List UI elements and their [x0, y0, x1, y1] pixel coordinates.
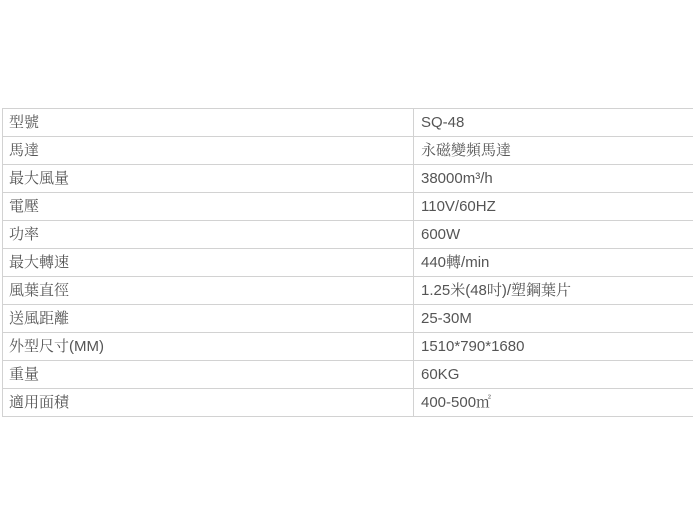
spec-value-power: 600W	[421, 226, 461, 243]
spec-value-model: SQ-48	[421, 114, 465, 131]
table-row	[3, 193, 693, 221]
spec-label-voltage: 電壓	[3, 193, 414, 220]
spec-label-dimensions: 外型尺寸(MM)	[3, 333, 414, 360]
spec-value-air-distance: 25-30M	[421, 310, 472, 327]
spec-value-voltage: 110V/60HZ	[421, 198, 496, 215]
table-row	[3, 277, 693, 305]
spec-value-dimensions: 1510*790*1680	[421, 338, 525, 355]
table-row	[3, 137, 693, 165]
spec-label-air-distance: 送風距離	[3, 305, 414, 332]
spec-value-blade-diameter: 1.25米(48吋)/塑鋼葉片	[421, 282, 572, 299]
spec-label-max-speed: 最大轉速	[3, 249, 414, 276]
spec-value-weight: 60KG	[421, 366, 460, 383]
spec-label-model: 型號	[3, 109, 414, 136]
spec-value-max-airflow: 38000m³/h	[421, 170, 493, 187]
table-row	[3, 109, 693, 137]
spec-value-motor: 永磁變頻馬達	[421, 142, 512, 159]
spec-label-motor: 馬達	[3, 137, 414, 164]
table-row	[3, 249, 693, 277]
spec-label-blade-diameter: 風葉直徑	[3, 277, 414, 304]
table-row	[3, 165, 693, 193]
table-row	[3, 333, 693, 361]
table-row	[3, 361, 693, 389]
spec-label-power: 功率	[3, 221, 414, 248]
spec-table	[2, 108, 693, 417]
table-row	[3, 305, 693, 333]
spec-label-max-airflow: 最大風量	[3, 165, 414, 192]
table-row	[3, 389, 693, 417]
spec-label-weight: 重量	[3, 361, 414, 388]
spec-label-applicable-area: 適用面積	[3, 389, 414, 416]
table-row	[3, 221, 693, 249]
spec-value-max-speed: 440轉/min	[421, 254, 490, 271]
spec-value-applicable-area: 400-500㎡	[421, 394, 492, 411]
